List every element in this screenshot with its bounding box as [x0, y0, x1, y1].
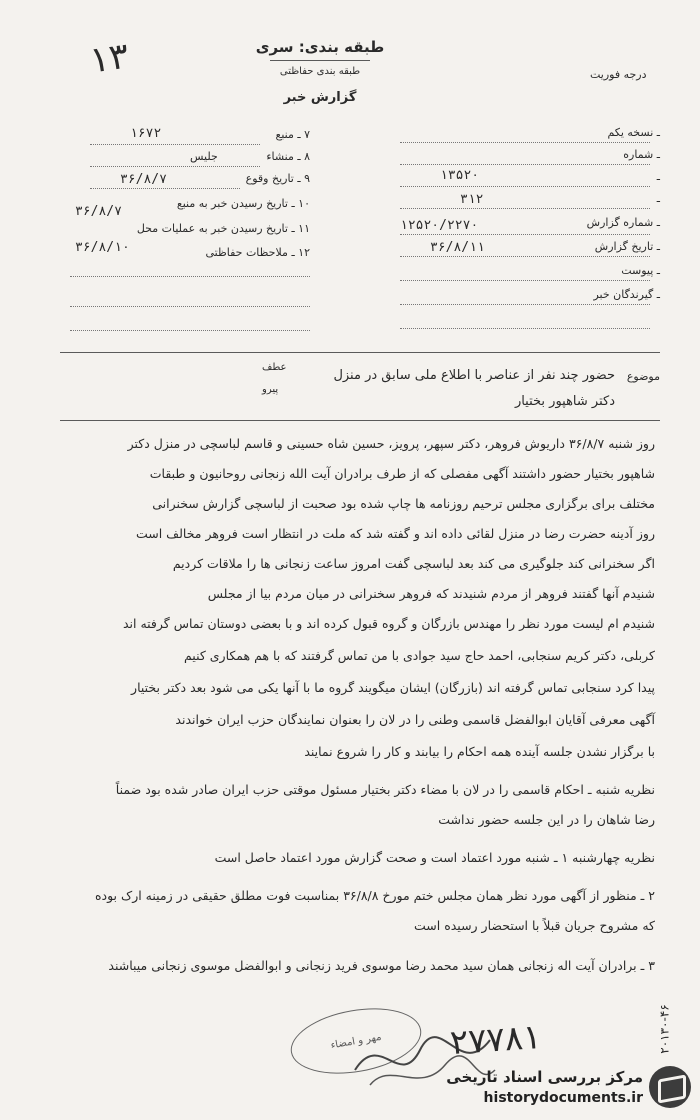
body-line: آگهی معرفی آقایان ابوالفضل قاسمی وطنی را در لان را بعنوان نمایندگان حزب ایران خواندند [175, 712, 655, 727]
document-number: ۲۷۷۸۱ [448, 1016, 543, 1064]
dotted-line [70, 330, 310, 331]
side-number: ۲۰۱۳۰-۴۶ [657, 1004, 672, 1054]
dotted-line [400, 256, 650, 257]
body-line: روز آدینه حضرت رضا در منزل لقائی داده اند و گفته شد که ملت در انتظار است فروهر مخالف است [135, 526, 655, 541]
body-line: رضا شاهان را در این جلسه حضور نداشت [438, 812, 655, 827]
watermark-title: مرکز بررسی اسناد تاریخی [446, 1068, 643, 1086]
priority-label: درجه فوریت [590, 68, 647, 81]
margin-note-ref: عطف [262, 362, 287, 373]
dotted-line [400, 142, 650, 143]
field-label: ـ [656, 170, 660, 183]
body-line: که مشروح جریان قبلاً با استحضار رسیده است [414, 918, 655, 933]
field-value: ۱۶۷۲ [130, 126, 162, 141]
margin-note-prior: پیرو [262, 384, 279, 395]
field-value: ۱۲۵۲۰/۲۲۷۰ [400, 218, 479, 233]
field-value: ۳۱۲ [460, 192, 484, 207]
dotted-line [400, 208, 650, 209]
field-value: ۳۶/۸/۱۱ [430, 240, 485, 255]
dotted-line [400, 328, 650, 329]
field-label: ـ پیوست [621, 264, 660, 277]
field-value: جلیس [190, 150, 218, 163]
field-label: ـ شماره گزارش [586, 216, 660, 229]
body-line: نظریه چهارشنبه ۱ ـ شنبه مورد اعتماد است و صحت گزارش مورد اعتماد حاصل است [214, 850, 655, 865]
field-label: ـ تاریخ گزارش [594, 240, 660, 253]
dotted-line [70, 306, 310, 307]
subject-line-1: حضور چند نفر از عناصر با اطلاع ملی سابق در منزل [333, 368, 615, 383]
field-label: ۸ ـ منشاء [266, 150, 310, 163]
body-line: شاهپور بختیار حضور داشتند آگهی مفصلی که از طرف برادران آیت الله زنجانی روحانیون و طبقات [149, 466, 655, 481]
dotted-line [90, 166, 260, 167]
field-label: ـ [656, 192, 660, 205]
report-title: گزارش خبر [283, 90, 357, 105]
body-line: نظریه شنبه ـ احکام قاسمی را در لان با مضاء دکتر بختیار مسئول موقتی حزب ایران صادر شده بود ضمناً [115, 782, 655, 797]
field-label: ـ شماره [623, 148, 660, 161]
field-value: ۳۶/۸/۷ [120, 172, 167, 187]
field-label: ۷ ـ منبع [275, 128, 310, 141]
field-label: ۱۱ ـ تاریخ رسیدن خبر به عملیات محل [136, 222, 310, 235]
field-label: ـ گیرندگان خبر [593, 288, 660, 301]
dotted-line [90, 144, 260, 145]
field-label: ۱۲ ـ ملاحظات حفاظتی [205, 246, 310, 259]
field-value: ۳۶/۸/۷ [75, 204, 122, 219]
subject-line-2: دکتر شاهپور بختیار [514, 394, 615, 409]
body-line: اگر سخنرانی کند جلوگیری می کند بعد لباسچی گفت امروز ساعت زنجانی ها را ملاقات کردیم [172, 556, 655, 571]
archive-watermark [430, 1062, 695, 1114]
dotted-line [400, 304, 650, 305]
body-line: پیدا کرد سنجابی تماس گرفته اند (بازرگان) ایشان میگویند گروه ما با آنها یکی می شود بعد دکتر بختیار [131, 680, 655, 695]
dotted-line [400, 186, 650, 187]
body-line: ۳ ـ برادران آیت اله زنجانی همان سید محمد رضا موسوی فرید زنجانی و ابوالفضل موسوی زنجانی میباشند [108, 958, 655, 973]
dotted-line [400, 234, 650, 235]
section-divider [60, 352, 660, 353]
body-line: شنیدم ام لیست مورد نظر را مهندس بازرگان و گروه قبول کرده اند و با بعضی دوستان تماس گرفته اند [122, 616, 655, 631]
title-underline [270, 60, 370, 61]
field-label: ۹ ـ تاریخ وقوع [245, 172, 310, 185]
classification-title: طبقه بندی: سری [255, 38, 385, 56]
body-line: شنیدم آنها گفتند فروهر از مردم شنیدند که فروهر سخنرانی در میان مردم بیا از مجلس [207, 586, 655, 601]
field-label: ـ نسخه یکم [607, 126, 660, 139]
dotted-line [400, 280, 650, 281]
field-value: ۱۳۵۲۰ [440, 168, 480, 183]
dotted-line [400, 164, 650, 165]
body-line: روز شنبه ۳۶/۸/۷ داریوش فروهر، دکتر سپهر، پرویز، حسین شاه حسینی و قاسم لباسچی در منزل دکتر [127, 436, 655, 451]
field-label: ۱۰ ـ تاریخ رسیدن خبر به منبع [176, 197, 310, 210]
subject-label: موضوع [626, 370, 660, 383]
dotted-line [70, 276, 310, 277]
dotted-line [90, 188, 240, 189]
body-line: ۲ ـ منظور از آگهی مورد نظر همان مجلس ختم مورخ ۳۶/۸/۸ بمناسبت فوت مطلق حقیقی در زمینه ارک بوده [94, 888, 655, 903]
classification-label: طبقه بندی حفاظتی [279, 66, 361, 77]
body-line: کربلی، دکتر کریم سنجابی، احمد حاج سید جوادی با من تماس گرفتند که با هم همکاری کنیم [183, 648, 655, 663]
page-number: ۱۳ [87, 35, 132, 82]
body-line: مختلف برای برگزاری مجلس ترحیم روزنامه ها چاپ شده بود صحبت از لباسچی گزارش سخنرانی [152, 496, 655, 511]
body-line: با برگزار نشدن جلسه آینده همه احکام را بیابند و کار را شروع نمایند [304, 744, 655, 759]
official-stamp: مهر و امضاء [286, 999, 427, 1083]
subject-divider [60, 420, 660, 421]
field-value: ۳۶/۸/۱۰ [75, 240, 130, 255]
watermark-url: historydocuments.ir [483, 1090, 643, 1106]
archive-logo-icon [649, 1066, 691, 1108]
